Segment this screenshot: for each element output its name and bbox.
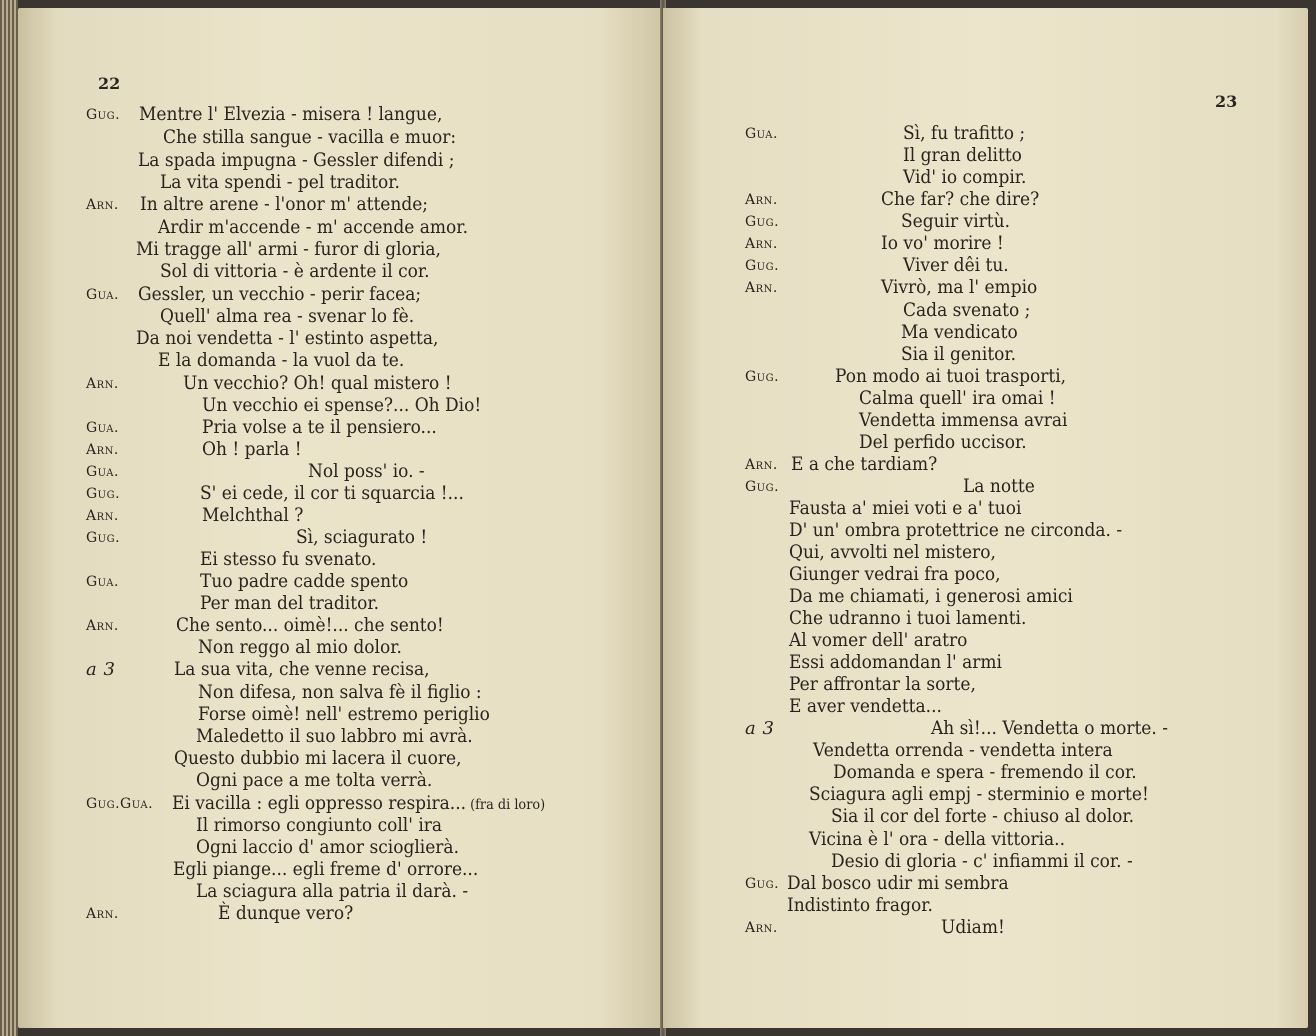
verse-line: Che sento... oimè!... che sento! bbox=[176, 615, 444, 636]
verse-line: Questo dubbio mi lacera il cuore, bbox=[174, 748, 462, 769]
speaker-label: Arn. bbox=[86, 442, 119, 458]
verse-line: Ah sì!... Vendetta o morte. - bbox=[931, 718, 1168, 739]
left-page bbox=[18, 8, 663, 1028]
verse-line: Non difesa, non salva fè il figlio : bbox=[198, 682, 482, 703]
verse-line: S' ei cede, il cor ti squarcia !... bbox=[200, 483, 464, 504]
page-number-left: 22 bbox=[98, 74, 121, 93]
verse-line: Indistinto fragor. bbox=[787, 895, 933, 916]
verse-line: Udiam! bbox=[941, 917, 1005, 938]
verse-line: Nol poss' io. - bbox=[308, 461, 425, 482]
verse-line: Un vecchio? Oh! qual mistero ! bbox=[183, 373, 452, 394]
verse-line: Pon modo ai tuoi trasporti, bbox=[835, 366, 1067, 387]
verse-line: La spada impugna - Gessler difendi ; bbox=[138, 150, 455, 171]
verse-line: Il gran delitto bbox=[903, 145, 1022, 166]
verse-line: Quell' alma rea - svenar lo fè. bbox=[160, 306, 415, 327]
verse-line: Che far? che dire? bbox=[881, 189, 1040, 210]
speaker-label: Gug. bbox=[745, 214, 780, 230]
verse-line: Io vo' morire ! bbox=[881, 233, 1004, 254]
speaker-label: Arn. bbox=[86, 197, 119, 213]
verse-line: È dunque vero? bbox=[218, 903, 354, 924]
verse-line: Sol di vittoria - è ardente il cor. bbox=[160, 261, 430, 282]
speaker-label: Gua. bbox=[86, 420, 119, 436]
verse-line: Vivrò, ma l' empio bbox=[881, 277, 1038, 298]
speaker-label: Gua. bbox=[745, 126, 778, 142]
verse-line: E aver vendetta... bbox=[789, 696, 942, 717]
verse-line: La sua vita, che venne recisa, bbox=[174, 659, 430, 680]
speaker-label: Gug. bbox=[745, 369, 780, 385]
verse-line: Il rimorso congiunto coll' ira bbox=[196, 815, 443, 836]
speaker-label: Gug. bbox=[745, 258, 780, 274]
verse-line: Maledetto il suo labbro mi avrà. bbox=[196, 726, 473, 747]
verse-line: Ei stesso fu svenato. bbox=[200, 549, 377, 570]
verse-line: Sia il cor del forte - chiuso al dolor. bbox=[831, 806, 1135, 827]
page-edges bbox=[0, 0, 18, 1036]
verse-line: D' un' ombra protettrice ne circonda. - bbox=[789, 520, 1123, 541]
verse-line: Per man del traditor. bbox=[200, 593, 380, 614]
verse-line: Oh ! parla ! bbox=[202, 439, 302, 460]
speaker-label: a 3 bbox=[86, 659, 116, 680]
speaker-label: Arn. bbox=[86, 376, 119, 392]
speaker-label: Gug.Gua. bbox=[86, 796, 154, 812]
stage-direction: (fra di loro) bbox=[466, 797, 546, 813]
verse-line: Giunger vedrai fra poco, bbox=[789, 564, 1001, 585]
speaker-label: Arn. bbox=[745, 920, 778, 936]
verse-line: Tuo padre cadde spento bbox=[200, 571, 409, 592]
verse-line: Sciagura agli empj - sterminio e morte! bbox=[809, 784, 1149, 805]
verse-line: Calma quell' ira omai ! bbox=[859, 388, 1056, 409]
speaker-label: Gug. bbox=[745, 479, 780, 495]
speaker-label: Gug. bbox=[86, 486, 121, 502]
verse-line: Ma vendicato bbox=[901, 322, 1018, 343]
verse-line: Mi tragge all' armi - furor di gloria, bbox=[136, 239, 441, 260]
verse-line: Gessler, un vecchio - perir facea; bbox=[138, 284, 422, 305]
verse-line: Forse oimè! nell' estremo periglio bbox=[198, 704, 490, 725]
verse-line: Ardir m'accende - m' accende amor. bbox=[158, 217, 468, 238]
speaker-label: Arn. bbox=[86, 906, 119, 922]
verse-line: Ogni pace a me tolta verrà. bbox=[196, 770, 433, 791]
speaker-label: Gug. bbox=[745, 876, 780, 892]
verse-line: Essi addomandan l' armi bbox=[789, 652, 1002, 673]
verse-line: E a che tardiam? bbox=[791, 454, 938, 475]
verse-line: Dal bosco udir mi sembra bbox=[787, 873, 1009, 894]
speaker-label: Gua. bbox=[86, 574, 119, 590]
verse-line: Domanda e spera - fremendo il cor. bbox=[833, 762, 1137, 783]
verse-line: E la domanda - la vuol da te. bbox=[158, 350, 405, 371]
verse-line: Pria volse a te il pensiero... bbox=[202, 417, 437, 438]
verse-line: Vendetta orrenda - vendetta intera bbox=[813, 740, 1113, 761]
verse-line: Cada svenato ; bbox=[903, 300, 1031, 321]
verse-line: Da me chiamati, i generosi amici bbox=[789, 586, 1073, 607]
verse-line: Ogni laccio d' amor scioglierà. bbox=[196, 837, 459, 858]
verse-line: La vita spendi - pel traditor. bbox=[160, 172, 400, 193]
speaker-label: Arn. bbox=[745, 280, 778, 296]
verse-line: Qui, avvolti nel mistero, bbox=[789, 542, 996, 563]
verse-line: Non reggo al mio dolor. bbox=[198, 637, 402, 658]
verse-line: Che stilla sangue - vacilla e muor: bbox=[163, 127, 457, 148]
verse-line: Seguir virtù. bbox=[901, 211, 1010, 232]
page-number-right: 23 bbox=[1215, 92, 1238, 111]
verse-line: Vid' io compir. bbox=[903, 167, 1027, 188]
verse-line: Mentre l' Elvezia - misera ! langue, bbox=[139, 104, 443, 125]
verse-line: Un vecchio ei spense?... Oh Dio! bbox=[202, 395, 482, 416]
speaker-label: Gug. bbox=[86, 530, 121, 546]
verse-line: In altre arene - l'onor m' attende; bbox=[140, 194, 429, 215]
verse-line: Del perfido uccisor. bbox=[859, 432, 1027, 453]
speaker-label: Arn. bbox=[86, 618, 119, 634]
verse-line: Da noi vendetta - l' estinto aspetta, bbox=[136, 328, 439, 349]
speaker-label: Arn. bbox=[745, 457, 778, 473]
speaker-label: Arn. bbox=[745, 236, 778, 252]
speaker-label: Arn. bbox=[86, 508, 119, 524]
verse-line: Desio di gloria - c' infiammi il cor. - bbox=[831, 851, 1133, 872]
speaker-label: Arn. bbox=[745, 192, 778, 208]
verse-line: Ei vacilla : egli oppresso respira... (fra di loro) bbox=[172, 793, 546, 814]
verse-line: Viver dêi tu. bbox=[903, 255, 1009, 276]
verse-line: Sia il genitor. bbox=[901, 344, 1017, 365]
verse-line: Fausta a' miei voti e a' tuoi bbox=[789, 498, 1022, 519]
verse-line: Che udranno i tuoi lamenti. bbox=[789, 608, 1027, 629]
verse-line: Al vomer dell' aratro bbox=[789, 630, 968, 651]
speaker-label: Gug. bbox=[86, 107, 121, 123]
right-page bbox=[663, 8, 1308, 1028]
verse-line: Per affrontar la sorte, bbox=[789, 674, 976, 695]
speaker-label: Gua. bbox=[86, 287, 119, 303]
verse-line: Melchthal ? bbox=[202, 505, 304, 526]
verse-line: La notte bbox=[963, 476, 1035, 497]
verse-line: Vendetta immensa avrai bbox=[859, 410, 1068, 431]
verse-line: Sì, sciagurato ! bbox=[296, 527, 428, 548]
verse-line: Sì, fu trafitto ; bbox=[903, 123, 1026, 144]
speaker-label: Gua. bbox=[86, 464, 119, 480]
verse-line: Vicina è l' ora - della vittoria.. bbox=[809, 829, 1065, 850]
verse-line: La sciagura alla patria il darà. - bbox=[196, 881, 469, 902]
verse-line: Egli piange... egli freme d' orrore... bbox=[173, 859, 479, 880]
speaker-label: a 3 bbox=[745, 718, 775, 739]
